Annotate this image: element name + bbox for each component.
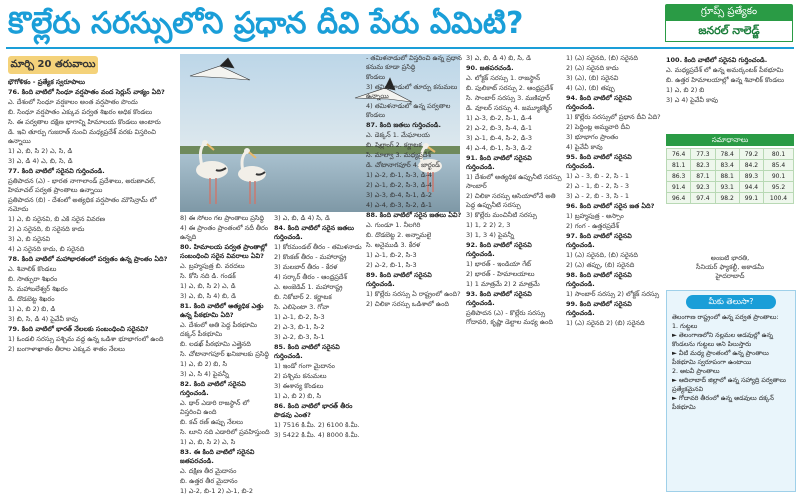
answers-row (667, 171, 794, 182)
option-text: 2) ఎ సరైనది, బి సరైనది కాదు (8, 225, 85, 233)
option-text: కొండలు (366, 73, 386, 81)
answer-cell: 82.3 (691, 160, 715, 171)
option-text: 3) ఎ - 2, బి - 3, సి - 1 (566, 192, 630, 200)
question-text: 95. కింది వాటిలో సరైనవి గుర్తించండి. (566, 153, 632, 170)
option-text: ఎ. గుండూ 1. నీలగిరి (366, 221, 421, 229)
option-text: 1) ఎ, బి సరైనవి, బి ఎకి సరైన వివరణ (8, 215, 105, 223)
option-text: 1) 1, 2 2) 2, 3 (466, 221, 511, 229)
option-text: 2) చిలికా సరస్సు ఆసియాలోనే అతి పెద్ద ఉప్పునీటి సరస్సు (466, 192, 556, 209)
answer-cell: 88.1 (715, 171, 739, 182)
divider (6, 47, 794, 49)
question-text: 77. కింది వాటిలో సరైనవి గుర్తించండి. (8, 167, 105, 175)
option-text: 1) ఎ-1, బి-2, సి-3 (274, 313, 325, 321)
option-text: బి. పులికాట్ సరస్సు 2. ఆంధ్రప్రదేశ్ (466, 84, 553, 92)
option-text: 1) భారత్ - ఇండియా గేట్ (466, 260, 531, 268)
question-column-4 (366, 54, 462, 490)
option-text: బి. దొడబెట్ట 2. అన్నామలై (366, 231, 432, 239)
option-text: 1) సాంబార్ సరస్సు 2) లోక్టక్ సరస్సు (566, 290, 660, 298)
option-text: బి. నికోబార్ 2. కర్ణాటక (274, 293, 332, 301)
question-column-5 (466, 54, 562, 490)
did-you-know-box (666, 290, 796, 492)
option-text: ఎ. లోక్టక్ సరస్సు 1. రాజస్థాన్ (466, 74, 541, 82)
option-text: 1) ఎ, బి, సి 2) ఎ, డి (180, 282, 236, 290)
question-text: 100. కింది వాటిలో సరైనవి గుర్తించండి. (666, 56, 768, 64)
option-text: ఎ. మధ్యప్రదేశ్ లో ఉన్న అమర్కంటక్ పీఠభూమి (666, 66, 784, 74)
option-text: 4) ఎ సరైనది కాదు, బి సరైనది (8, 245, 85, 253)
option-text: 2) పెద్దింట్ల అమ్మవారి దీవి (566, 123, 630, 131)
option-text: 3) ఎ, బి సరైనవి (8, 235, 51, 243)
option-text: డి. వూలర్ సరస్సు 4. జమ్మూకశ్మీర్ (466, 104, 553, 112)
option-text: 1) కొల్లేరు సరస్సులో ప్రధాన దీవి ఏది? (566, 113, 661, 121)
answer-cell: 89.3 (739, 171, 763, 182)
option-text: 4) ఎ-4, బి-1, సి-3, డి-2 (466, 144, 533, 152)
option-text: 2) ఎ-3, బి-1, సి-2 (274, 323, 325, 331)
question-text: 84. కింది వాటిలో సరైన జతలు గుర్తించండి. (274, 224, 355, 241)
sidebar-question (666, 56, 794, 132)
answer-cell: 95.2 (764, 182, 794, 193)
did-you-know-line: ► వీటి మధ్య ప్రాంతంలో ఉన్న ప్రాంతాలు పీఠభూమి స్వరూపంగా ఉంటాయి (672, 350, 769, 366)
did-you-know-line: ► తెలంగాణలోని నల్లమల అడవుల్లో ఉన్న కొండలను గుట్టలు అని పిలుస్తారు (672, 332, 773, 348)
option-text: 3) ఎ 4) పైవేవీ కావు (666, 96, 719, 104)
option-text: 1) ఎ, బి 2) బి, సి (180, 360, 228, 368)
option-text: 1) ఎ, బి, సి 2) ఎ, సి (180, 438, 236, 446)
option-text: బి. లడఖ్ పీఠభూమి ఎత్తైనది (180, 340, 251, 348)
question-text: 78. కింది వాటిలో మహాభారతంలో పర్వతం ఉన్న ప్రాంతం ఏది? (8, 255, 168, 263)
answers-row (667, 160, 794, 171)
option-text: 1) (ఎ) సరైనది 2) (బి) సరైనది (566, 319, 645, 327)
question-text: 82. కింది వాటిలో సరైనవి గుర్తించండి. (180, 380, 246, 397)
section-label: మార్చి 20 తరువాయి (8, 56, 98, 74)
answer-cell: 91.4 (667, 182, 691, 193)
question-text: 93. కింది వాటిలో సరైనవి గుర్తించండి. (466, 290, 532, 307)
question-text: భౌగోళికం - ప్రత్యేక స్వరూపాలు (8, 78, 86, 86)
did-you-know-line: తెలంగాణ రాష్ట్రంలో ఉన్న పర్వత ప్రాంతాలు: (672, 314, 779, 321)
option-text: 1) ఎ - 3, బి - 2, సి - 1 (566, 172, 630, 180)
question-column-2 (180, 214, 270, 495)
question-column-6 (566, 54, 662, 490)
credit-line: అంబటి భారతి, (710, 254, 750, 262)
option-text: 2) పశ్చిమ కనుమలు (274, 372, 327, 380)
option-text: సి. కోసి నది డి. గండక్ (180, 272, 236, 280)
option-text: 3) ఎ-1, బి-4, సి-2, డి-3 (466, 134, 533, 142)
option-text: 1) (ఎ) సరైనది, (బి) సరైనది (566, 251, 638, 259)
option-text: 4) ఎ-4, బి-3, సి-2, డి-1 (366, 201, 433, 209)
option-text: సి. లూని నది ఎడారిలో ప్రవహిస్తుంది (180, 428, 270, 436)
answer-cell: 83.4 (715, 160, 739, 171)
option-text: 4) తమిళనాడులో ఉన్న పర్వతాల కొండలు (366, 102, 451, 119)
question-text: 99. కింది వాటిలో సరైనవి గుర్తించండి. (566, 300, 632, 317)
question-text: 97. కింది వాటిలో సరైనవి గుర్తించండి. (566, 232, 632, 249)
option-text: 1) (ఎ) సరైనది, (బి) సరైనది (566, 54, 638, 62)
option-text: బి. ఉత్తర హిమాలయాల్లో ఉన్న శివాలిక్ కొండలు (666, 76, 785, 84)
option-text: 1) ఎ-3, బి-2, సి-1, డి-4 (466, 114, 533, 122)
option-text: బి. సాత్పురా శిఖరం (8, 275, 58, 283)
option-text: డి. దొడబెట్ట శిఖరం (8, 295, 55, 303)
did-you-know-title: మీకు తెలుసా? (686, 295, 776, 309)
question-column-3 (274, 214, 362, 490)
option-text: ఎ. అంజెడివ్ 1. మహారాష్ట్ర (274, 283, 343, 291)
answer-cell: 99.1 (739, 193, 763, 204)
option-text: బి. షిల్లాంగ్ 2. కర్ణాటక (366, 141, 422, 149)
option-text: ఎ. థార్ ఎడారి రాజస్థాన్ లో విస్తరించి ఉంది (180, 399, 250, 416)
option-text: 4) (ఎ), (బి) తప్పు (566, 84, 615, 92)
answer-cell: 77.3 (691, 149, 715, 160)
answer-cell: 76.4 (667, 149, 691, 160)
answer-cell: 86.3 (667, 171, 691, 182)
answer-cell: 96.4 (667, 193, 691, 204)
option-text: 2) ఎ - 1, బి - 2, సి - 3 (566, 182, 630, 190)
question-text: 94. కింది వాటిలో సరైనవి గుర్తించండి. (566, 94, 632, 111)
brand-box (665, 4, 793, 42)
option-text: ప్రతిపాదన (ఎ) - భారత నాగాలాండ్ ప్రదేశాలు, అరుణాచల్, హిమాచల్ పర్వత ప్రాంతాలు ఉన్నాయి (8, 177, 156, 194)
option-text: 2) గంగ - ఉత్తరప్రదేశ్ (566, 222, 619, 230)
option-text: 2) ఎ-1, బి-2, సి-3, డి-4 (366, 181, 433, 189)
option-text: సి. ఈ పర్వతాల దక్షిణ భాగాన్ని హిమాలయ కొండలు అంటారు (8, 118, 161, 126)
option-text: 1) ఇండో గంగా మైదానం (274, 362, 335, 370)
option-text: 1) ఓండలి సరస్సు పశ్చిమ వద్ద ఉన్న ఒడిశా భూభాగంలో ఉంది (8, 335, 164, 343)
option-text: 1) దేశంలో అత్యధిక ఉప్పునీటి సరస్సు సాంబార్ (466, 173, 562, 190)
question-text: 92. కింది వాటిలో సరైనవి గుర్తించండి. (466, 241, 532, 258)
option-text: 2) చిలికా సరస్సు ఒడిశాలో ఉంది (366, 300, 449, 308)
did-you-know-line: ► ఆదిలాబాద్ జిల్లాలో ఉన్న సహ్యాద్రి పర్వతాలు ప్రత్యేకమైనవి (672, 377, 786, 393)
option-text: 2) కొంకణ్ తీరం - మహారాష్ట్ర (274, 253, 347, 261)
option-text: 1) 7516 కి.మీ. 2) 6100 కి.మీ. (274, 421, 360, 429)
question-text: 81. కింది వాటిలో అత్యధిక ఎత్తు ఉన్న పీఠభూమి ఏది? (180, 302, 264, 319)
answer-cell: 87.1 (691, 171, 715, 182)
option-text: 2) ఎ-2, బి-1, సి-3 (366, 261, 417, 269)
answer-cell: 85.4 (764, 160, 794, 171)
option-text: 1) 1 మాత్రమే 2) 2 మాత్రమే (466, 280, 540, 288)
option-text: 2) ఎ-2, బి-3, సి-4, డి-1 (466, 124, 533, 132)
answer-cell: 78.4 (715, 149, 739, 160)
option-text: 1) ఎ, బి 2) బి, సి (274, 392, 322, 400)
option-text: డి. చోటానాగపూర్ 4. జార్ఖండ్ (366, 161, 440, 169)
option-text: 4) సర్కార్ తీరం - ఆంధ్రప్రదేశ్ (274, 273, 347, 281)
option-text: 3) తమిళనాడులో తూర్పు కనుమలు ఉన్నాయి (366, 83, 458, 100)
question-text: 96. కింది వాటిలో సరైన జత ఏది? (566, 202, 655, 210)
option-text: 3) మలబార్ తీరం - కేరళ (274, 263, 338, 271)
option-text: 1) ఎ-2, బి-1 2) ఎ-1, బి-2 (180, 487, 253, 495)
option-text: సి. మహాబలేశ్వర్ శిఖరం (8, 285, 68, 293)
answer-cell: 97.4 (691, 193, 715, 204)
option-text: 1) కొల్లేరు సరస్సు ఏ రాష్ట్రంలో ఉంది? (366, 290, 461, 298)
option-text: 1) కోరమండల్ తీరం - తమిళనాడు (274, 243, 362, 251)
option-text: డి. ఇవి తూర్పు గుజరాత్ నుంచి మధ్యప్రదేశ్ వరకు విస్తరించి ఉన్నాయి (8, 128, 156, 145)
option-text: ఎ. డెక్కన్ 1. మేఘాలయ (366, 131, 430, 139)
brand-bottom: జనరల్ నాలెడ్జ్ (665, 20, 793, 42)
question-text: 89. కింది వాటిలో సరైనవి గుర్తించండి. (366, 271, 432, 288)
answer-cell: 93.1 (715, 182, 739, 193)
option-text: 2) (ఎ) సరైనది కాదు (566, 64, 619, 72)
option-text: 1) ఎ-2, బి-1, సి-3, డి-4 (366, 171, 433, 179)
did-you-know-line: 2. అటవీ ప్రాంతాలు (672, 368, 720, 375)
brand-top: గ్రూప్స్ ప్రత్యేకం (665, 4, 793, 20)
answer-cell: 90.1 (764, 171, 794, 182)
answer-cell: 92.3 (691, 182, 715, 193)
option-text: ఎ. దేశంలో సింధూ వర్షకాలం అంత వర్షపాతం పొందు (8, 98, 138, 106)
option-text: సి. మాల్వా 3. మధ్యప్రదేశ్ (366, 151, 431, 159)
option-text: - తమిళనాడులో విస్తరించి ఉన్న ప్రధాన కనుమ కూడా ప్రసిద్ధి (366, 54, 462, 71)
question-text: 90. జతపరచండి. (466, 64, 514, 72)
option-text: 3) భూభాగం ప్రాంతం (566, 133, 619, 141)
answers-grid (666, 148, 794, 204)
option-text: 3) ఎ, బి, సి 4) బి, డి (180, 292, 236, 300)
option-text: 3) ఎ, సి 4) పైవన్నీ (180, 370, 229, 378)
question-text: 79. కింది వాటిలో భారత్ నేలలకు సంబంధించి సరైనవి? (8, 325, 149, 333)
option-text: సి. అనైముడి 3. కేరళ (366, 241, 421, 249)
option-text: బి. ఉత్తర తీర మైదానం (180, 477, 238, 485)
did-you-know-line: ► గోదావరి తీరంలో ఉన్న అడవులు దక్కన్ పీఠభూమి (672, 395, 774, 411)
option-text: 4) పైవేవీ కావు (566, 143, 603, 151)
option-text: 3) ఎ, బి, డి 4) బి, సి, డి (466, 54, 531, 62)
headline: కొల్లేరు సరస్సులోని ప్రధాన దీవి పేరు ఏమిటి? (8, 6, 524, 41)
question-text: 88. కింది వాటిలో సరైన జతలు ఏవి? (366, 211, 462, 219)
option-text: 3) బి, సి, డి 4) పైవేవీ కావు (8, 315, 79, 323)
option-text: 2) (ఎ) తప్పు, (బి) సరైనది (566, 261, 635, 269)
option-text: బి. కచ్ రణ్ ఉప్పు నేలలు (180, 418, 244, 426)
answers-title: సమాధానాలు (666, 134, 794, 146)
option-text: సి. చోటానాగపూర్ ఖనిజాలకు ప్రసిద్ధి (180, 350, 269, 358)
option-text: ఎ. బ్రహ్మపుత్ర బి. వరదలు (180, 262, 245, 270)
answer-cell: 94.4 (739, 182, 763, 193)
option-text: 3) కొల్లేరు మంచినీటి సరస్సు (466, 211, 537, 219)
answer-cell: 79.2 (739, 149, 763, 160)
option-text: 1) ఎ, బి 2) బి (666, 86, 705, 94)
option-text: 3) 5422 కి.మీ. 4) 8000 కి.మీ. (274, 431, 360, 439)
question-text: 85. కింది వాటిలో సరైనవి గుర్తించండి. (274, 343, 340, 360)
option-text: ఎ. దక్షిణ తీర మైదానం (180, 467, 237, 475)
answers-row (667, 149, 794, 160)
did-you-know-body (667, 311, 795, 414)
question-text: 76. కింది వాటిలో సింధూ వర్షపాతం వంద సెర్లుస్ వాక్యం ఏది? (8, 88, 165, 96)
option-text: 3) ఈశాన్య కొండలు (274, 382, 324, 390)
option-text: 1) ఎ, బి 2) బి, డి (8, 305, 56, 313)
question-text: 83. ఈ కింది వాటిలో సరైనవి జతపరచండి. (180, 448, 255, 465)
question-text: 98. కింది వాటిలో సరైనవి గుర్తించండి. (566, 271, 632, 288)
option-text: 3) ఎ-2, బి-3, సి-1 (274, 333, 325, 341)
answers-row (667, 182, 794, 193)
question-text: 91. కింది వాటిలో సరైనవి గుర్తించండి. (466, 154, 532, 171)
answer-cell: 100.4 (764, 193, 794, 204)
question-text: 87. కింది జతలు గుర్తించండి. (366, 121, 441, 129)
option-text: ప్రతిపాదన (ఎ) - కొల్లేరు సరస్సు గోదావరి, కృష్ణా డెల్టాల మధ్య ఉంది (466, 309, 553, 326)
answer-cell: 98.2 (715, 193, 739, 204)
option-text: 2) బంగాళాఖాతం తీరాల ఎక్కువ శాతం నేలలు (8, 345, 125, 353)
question-column-1 (8, 78, 176, 490)
option-text: 1) ఎ-1, బి-2, సి-3 (366, 251, 417, 259)
answer-cell: 84.2 (739, 160, 763, 171)
option-text: ఎ. శివాలిక్ కొండలు (8, 265, 57, 273)
answer-cell: 81.1 (667, 160, 691, 171)
option-text: 4) ఈ ప్రాంతం ప్రాంతంలో నదీ తీరం ఉన్నది (180, 224, 269, 241)
option-text: సి. సాంబార్ సరస్సు 3. మణిపూర్ (466, 94, 551, 102)
answers-row (667, 193, 794, 204)
credit-line: సీనియర్ ఫ్యాకల్టీ, అకాడమీ (696, 263, 764, 271)
option-text: 2) భారత్ - హిమాలయాలు (466, 270, 535, 278)
option-text: 3) ఎ, బి, డి 4) సి, డి (274, 214, 330, 222)
did-you-know-line: 1. గుట్టలు (672, 323, 698, 330)
option-text: 3) 1, 3 4) పైవన్నీ (466, 231, 514, 239)
option-text: ఎ. దేశంలో అతి పెద్ద పీఠభూమి దక్కన్ పీఠభూమి (180, 321, 257, 338)
option-text: సి. ఎలిఫెంటా 3. గోవా (274, 303, 330, 311)
credit-line: హైదరాబాద్ (715, 272, 745, 280)
option-text: బి. సింధూ వర్షపాతం ఎక్కువ పర్వత శిఖరం అధిక కొండలు (8, 108, 153, 116)
option-text: 3) ఎ-3, బి-4, సి-1, డి-2 (366, 191, 433, 199)
option-text: 3) ఎ, డి 4) ఎ, బి, సి, డి (8, 157, 73, 165)
question-text: 80. హిమాలయ పర్వత ప్రాంతాల్లో సంబంధించి సరైన వివరాలు ఏవి? (180, 243, 267, 260)
author-credit (666, 254, 794, 281)
option-text: 1) బ్రహ్మపుత్ర - అస్సాం (566, 212, 624, 220)
question-text: 86. కింది వాటిలో భారత్ తీరం పొడవు ఎంత? (274, 402, 353, 419)
option-text: 3) (ఎ), (బి) సరైనవి (566, 74, 619, 82)
option-text: 1) ఎ, బి, సి 2) ఎ, సి, డి (8, 147, 73, 155)
option-text: ప్రతిపాదన (బి) - దేశంలో అత్యధిక వర్షపాతం మౌసిన్రామ్ లో నమోదు (8, 196, 157, 213)
option-text: 8) ఈ సోలం గల ప్రాంతాలు ప్రసిద్ధి (180, 214, 265, 222)
answer-cell: 80.1 (764, 149, 794, 160)
